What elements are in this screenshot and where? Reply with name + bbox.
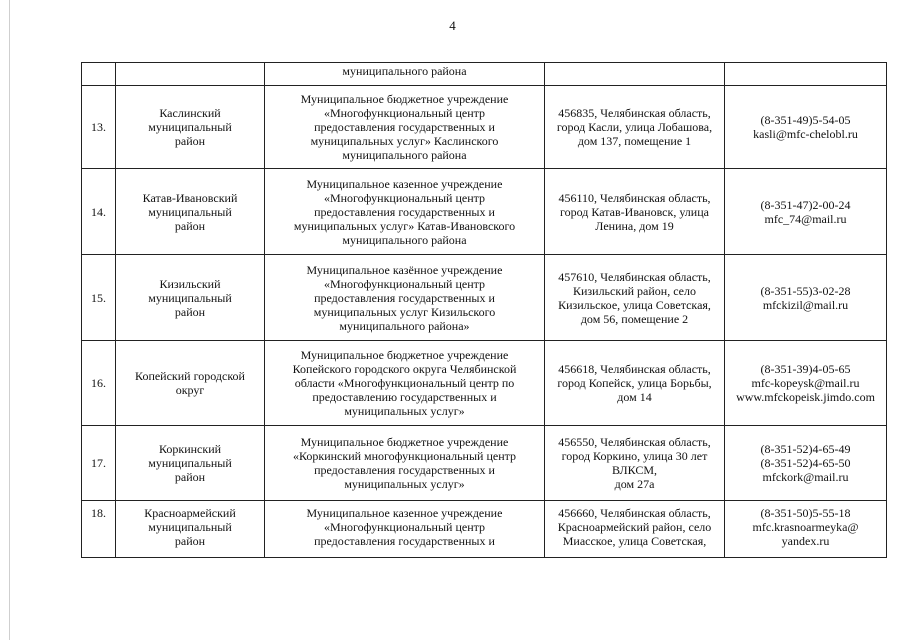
institution-name-cell: Муниципальное казенное учреждение «Многофункциональный центр предоставления государственных и муниципальных услуг» Катав-Ивановского муниципального района (265, 169, 545, 255)
table-row (82, 341, 887, 426)
institution-name-cell: Муниципальное казённое учреждение «Многофункциональный центр предоставления государственных и муниципальных услуг Кизильского муниципального района» (265, 255, 545, 341)
address-cell: 456835, Челябинская область, город Касли, улица Лобашова, дом 137, помещение 1 (545, 86, 725, 169)
district-cell: Копейский городской округ (116, 341, 265, 426)
district-cell: Кизильский муниципальный район (116, 255, 265, 341)
row-number-cell: 14. (82, 169, 116, 255)
row-number-cell: 15. (82, 255, 116, 341)
row-number-cell: 18. (82, 501, 116, 558)
district-cell (116, 63, 265, 86)
contacts-cell (725, 63, 887, 86)
table-row (82, 255, 887, 341)
district-cell: Коркинский муниципальный район (116, 426, 265, 501)
district-cell: Красноармейский муниципальный район (116, 501, 265, 558)
institution-name-cell: Муниципальное бюджетное учреждение «Коркинский многофункциональный центр предоставления государственных и муниципальных услуг» (265, 426, 545, 501)
contacts-cell: (8-351-39)4-05-65 mfc-kopeysk@mail.ru www.mfckopeisk.jimdo.com (725, 341, 887, 426)
address-cell: 456110, Челябинская область, город Катав-Ивановск, улица Ленина, дом 19 (545, 169, 725, 255)
contacts-cell: (8-351-52)4-65-49 (8-351-52)4-65-50 mfckork@mail.ru (725, 426, 887, 501)
institution-name-cell: Муниципальное бюджетное учреждение Копейского городского округа Челябинской области «Многофункциональный центр по предоставлению государственных и муниципальных услуг» (265, 341, 545, 426)
institution-name-cell: Муниципальное бюджетное учреждение «Многофункциональный центр предоставления государственных и муниципальных услуг» Каслинского муниципального района (265, 86, 545, 169)
contacts-cell: (8-351-55)3-02-28 mfckizil@mail.ru (725, 255, 887, 341)
address-cell: 456618, Челябинская область, город Копейск, улица Борьбы, дом 14 (545, 341, 725, 426)
district-cell: Катав-Ивановский муниципальный район (116, 169, 265, 255)
address-cell (545, 63, 725, 86)
mfc-registry-table (81, 62, 887, 558)
row-number-cell: 16. (82, 341, 116, 426)
scan-edge-line (9, 0, 10, 640)
address-cell: 456550, Челябинская область, город Коркино, улица 30 лет ВЛКСМ, дом 27а (545, 426, 725, 501)
row-number-cell: 13. (82, 86, 116, 169)
row-number-cell: 17. (82, 426, 116, 501)
district-cell: Каслинский муниципальный район (116, 86, 265, 169)
address-cell: 456660, Челябинская область, Красноармейский район, село Миасское, улица Советская, (545, 501, 725, 558)
institution-name-cell: Муниципальное казенное учреждение «Многофункциональный центр предоставления государственных и (265, 501, 545, 558)
contacts-cell: (8-351-49)5-54-05 kasli@mfc-chelobl.ru (725, 86, 887, 169)
contacts-cell: (8-351-47)2-00-24 mfc_74@mail.ru (725, 169, 887, 255)
contacts-cell: (8-351-50)5-55-18 mfc.krasnoarmeyka@ yandex.ru (725, 501, 887, 558)
address-cell: 457610, Челябинская область, Кизильский район, село Кизильское, улица Советская, дом 56, помещение 2 (545, 255, 725, 341)
page-number: 4 (449, 18, 456, 33)
institution-name-cell: муниципального района (265, 63, 545, 86)
table-row (82, 169, 887, 255)
table-row (82, 426, 887, 501)
table-row (82, 86, 887, 169)
row-number-cell (82, 63, 116, 86)
table-row (82, 501, 887, 558)
table-row-continuation (82, 63, 887, 86)
